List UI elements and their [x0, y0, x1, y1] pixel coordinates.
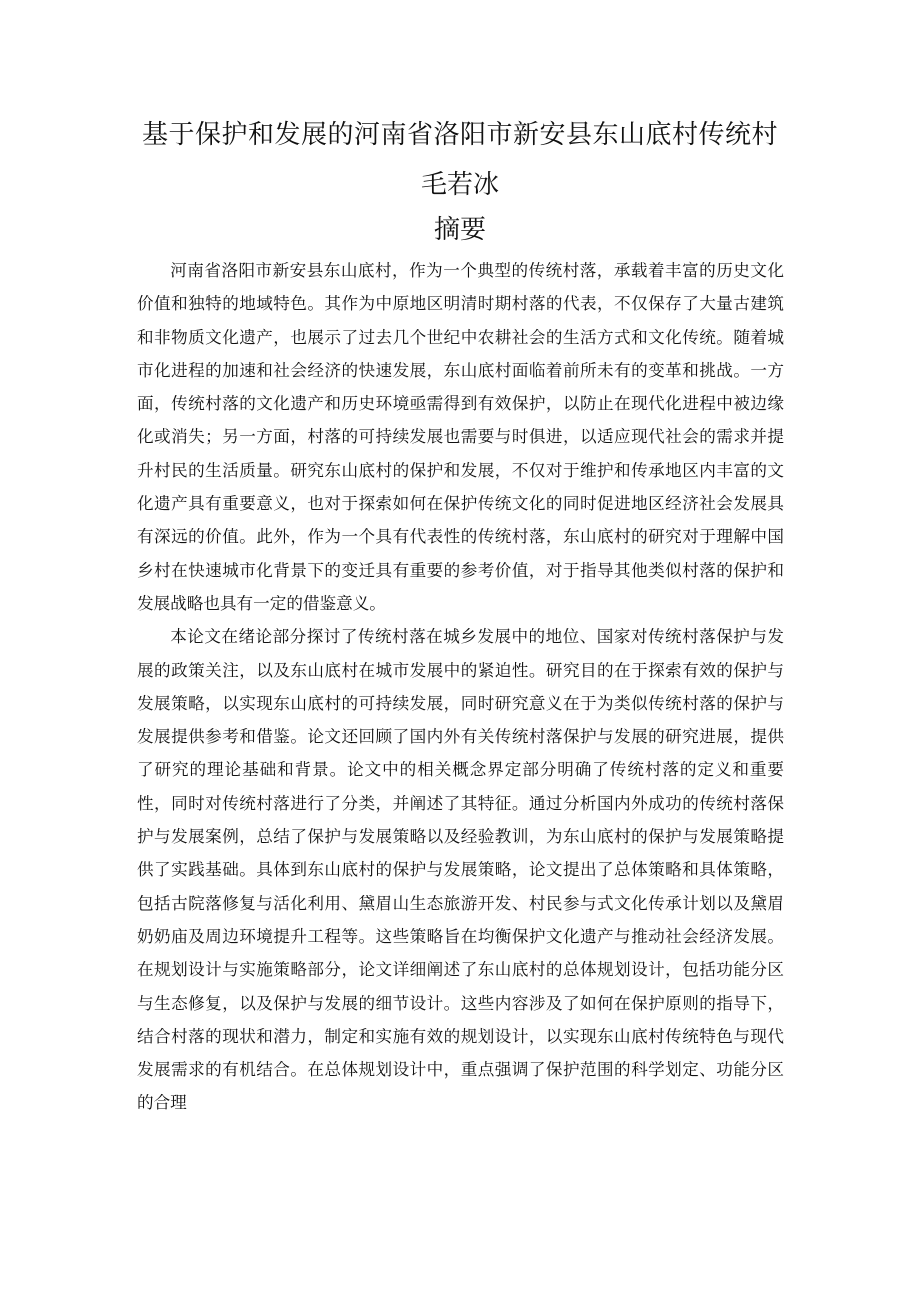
abstract-paragraph-1: 河南省洛阳市新安县东山底村，作为一个典型的传统村落，承载着丰富的历史文化价值和独特的地域特色。其作为中原地区明清时期村落的代表，不仅保存了大量古建筑和非物质文化遗产，也展示了过去几个世纪中农耕社会的生活方式和文化传统。随着城市化进程的加速和社会经济的快速发展，东山底村面临着前所未有的变革和挑战。一方面，传统村落的文化遗产和历史环境亟需得到有效保护，以防止在现代化进程中被边缘化或消失；另一方面，村落的可持续发展也需要与时俱进，以适应现代社会的需求并提升村民的生活质量。研究东山底村的保护和发展，不仅对于维护和传承地区内丰富的文化遗产具有重要意义，也对于探索如何在保护传统文化的同时促进地区经济社会发展具有深远的价值。此外，作为一个具有代表性的传统村落，东山底村的研究对于理解中国乡村在快速城市化背景下的变迁具有重要的参考价值，对于指导其他类似村落的保护和发展战略也具有一定的借鉴意义。: [137, 261, 784, 613]
author-name: 毛若冰: [420, 170, 499, 200]
abstract-body: [137, 254, 784, 1120]
abstract-paragraph-2: 本论文在绪论部分探讨了传统村落在城乡发展中的地位、国家对传统村落保护与发展的政策关注，以及东山底村在城市发展中的紧迫性。研究目的在于探索有效的保护与发展策略，以实现东山底村的可持续发展，同时研究意义在于为类似传统村落的保护与发展提供参考和借鉴。论文还回顾了国内外有关传统村落保护与发展的研究进展，提供了研究的理论基础和背景。论文中的相关概念界定部分明确了传统村落的定义和重要性，同时对传统村落进行了分类，并阐述了其特征。通过分析国内外成功的传统村落保护与发展案例，总结了保护与发展策略以及经验教训，为东山底村的保护与发展策略提供了实践基础。具体到东山底村的保护与发展策略，论文提出了总体策略和具体策略，包括古院落修复与活化利用、黛眉山生态旅游开发、村民参与式文化传承计划以及黛眉奶奶庙及周边环境提升工程等。这些策略旨在均衡保护文化遗产与推动社会经济发展。在规划设计与实施策略部分，论文详细阐述了东山底村的总体规划设计，包括功能分区与生态修复，以及保护与发展的细节设计。这些内容涉及了如何在保护原则的指导下，结合村落的现状和潜力，制定和实施有效的规划设计，以实现东山底村传统特色与现代发展需求的有机结合。在总体规划设计中，重点强调了保护范围的科学划定、功能分区的合理: [137, 627, 784, 1113]
abstract-heading: 摘要: [433, 215, 486, 245]
document-title: 基于保护和发展的河南省洛阳市新安县东山底村传统村: [141, 120, 778, 150]
